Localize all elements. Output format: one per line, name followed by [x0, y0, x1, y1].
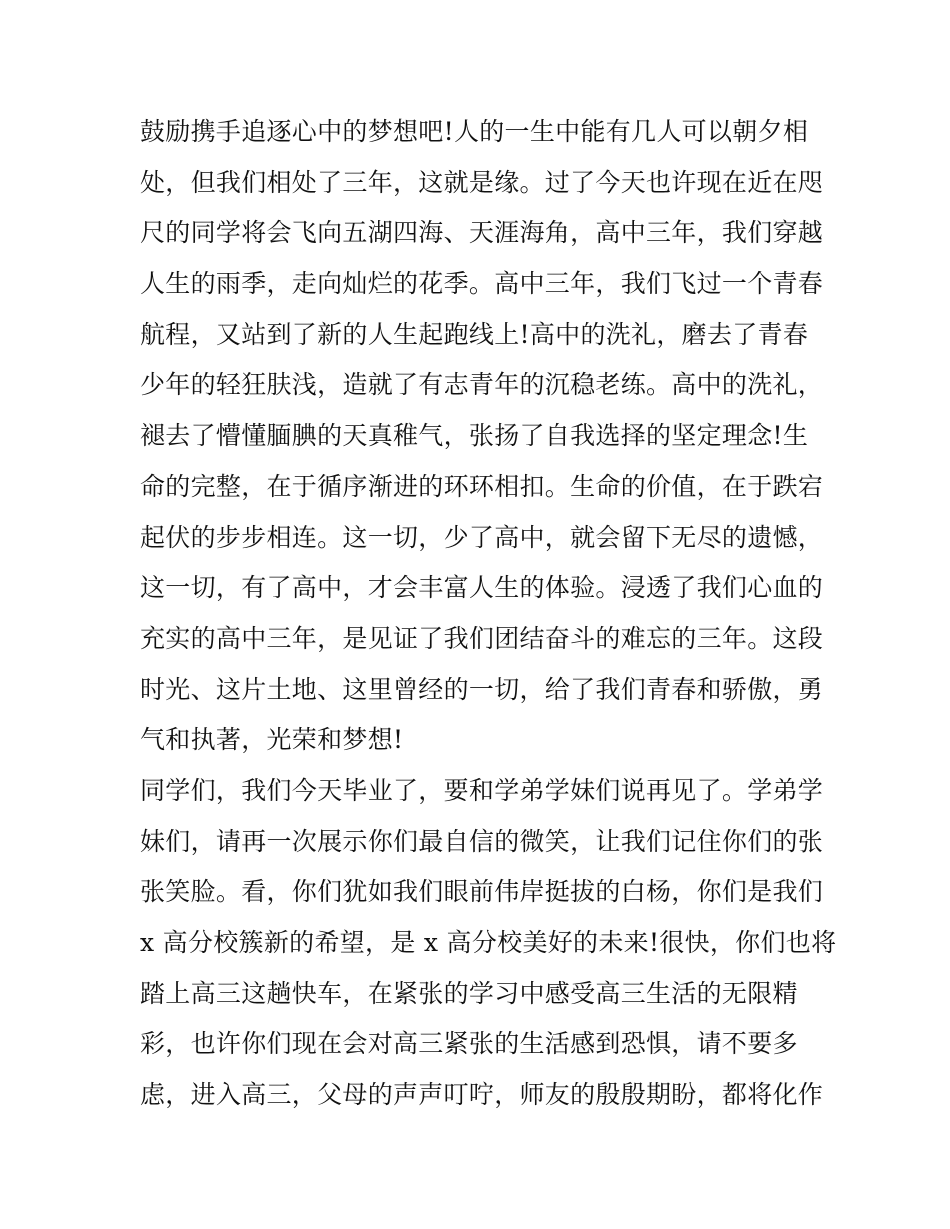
text-line: 时光、这片土地、这里曾经的一切，给了我们青春和骄傲，勇 — [140, 674, 824, 704]
text-line: 航程，又站到了新的人生起跑线上!高中的洗礼，磨去了青春 — [140, 319, 809, 349]
text-line: 处，但我们相处了三年，这就是缘。过了今天也许现在近在咫 — [140, 167, 824, 197]
text-line: 这一切，有了高中，才会丰富人生的体验。浸透了我们心血的 — [140, 573, 824, 603]
text-line: 虑，进入高三，父母的声声叮咛，师友的殷殷期盼，都将化作 — [140, 1080, 824, 1110]
text-line: 人生的雨季，走向灿烂的花季。高中三年，我们飞过一个青春 — [140, 269, 824, 299]
text-line: 充实的高中三年，是见证了我们团结奋斗的难忘的三年。这段 — [140, 623, 824, 653]
text-line: 褪去了懵懂腼腆的天真稚气，张扬了自我选择的坚定理念!生 — [140, 421, 809, 451]
text-line: 妹们，请再一次展示你们最自信的微笑，让我们记住你们的张 — [140, 826, 824, 856]
text-line: x 高分校簇新的希望，是 x 高分校美好的未来!很快，你们也将 — [140, 928, 837, 957]
text-line: 气和执著，光荣和梦想! — [140, 725, 404, 755]
text-line: 彩，也许你们现在会对高三紧张的生活感到恐惧，请不要多 — [140, 1029, 798, 1059]
text-line: 起伏的步步相连。这一切，少了高中，就会留下无尽的遗憾， — [140, 522, 824, 552]
text-line: 同学们，我们今天毕业了，要和学弟学妹们说再见了。学弟学 — [140, 775, 824, 805]
text-line: 少年的轻狂肤浅，造就了有志青年的沉稳老练。高中的洗礼， — [140, 370, 824, 400]
text-line: 鼓励携手追逐心中的梦想吧!人的一生中能有几人可以朝夕相 — [140, 117, 809, 146]
text-line: 张笑脸。看，你们犹如我们眼前伟岸挺拔的白杨，你们是我们 — [140, 877, 824, 907]
body-text — [140, 107, 837, 1121]
text-line: 命的完整，在于循序渐进的环环相扣。生命的价值，在于跌宕 — [140, 471, 824, 501]
text-line: 踏上高三这趟快车，在紧张的学习中感受高三生活的无限精 — [140, 978, 798, 1008]
text-line: 尺的同学将会飞向五湖四海、天涯海角，高中三年，我们穿越 — [140, 218, 824, 248]
